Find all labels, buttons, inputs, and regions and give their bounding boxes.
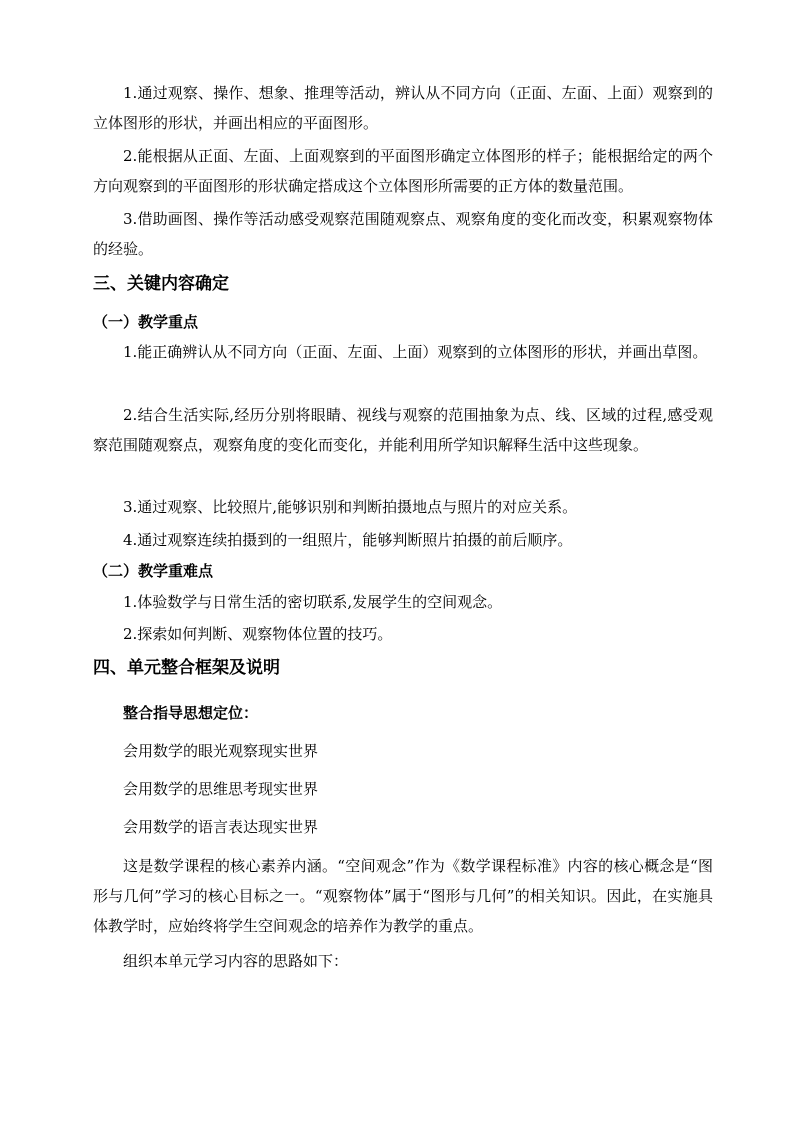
section-4-heading: 四、单元整合框架及说明 [93,658,280,678]
core-literacy-paragraph: 这是数学课程的核心素养内涵。“空间观念”作为《数学课程标准》内容的核心概念是“图形与几何”学习的核心目标之一。“观察物体”属于“图形与几何”的相关知识。因此，在实施具体教学时，应始终将学生空间观念的培养作为教学的重点。 [93,857,713,935]
unit-organization-paragraph: 组织本单元学习内容的思路如下： [123,952,349,970]
guiding-thought-heading: 整合指导思想定位： [123,704,259,722]
key-point-1: 1.能正确辨认从不同方向（正面、左面、上面）观察到的立体图形的形状，并画出草图。 [123,343,708,361]
goal-item-3: 3.借助画图、操作等活动感受观察范围随观察点、观察角度的变化而改变，积累观察物体的经验。 [93,210,713,258]
difficult-points-heading: （二）教学重难点 [93,562,214,580]
guiding-line-3: 会用数学的语言表达现实世界 [123,818,319,836]
guiding-line-1: 会用数学的眼光观察现实世界 [123,742,319,760]
guiding-line-2: 会用数学的思维思考现实世界 [123,780,319,798]
goal-item-1: 1.通过观察、操作、想象、推理等活动，辨认从不同方向（正面、左面、上面）观察到的立体图形的形状，并画出相应的平面图形。 [93,84,713,132]
key-point-3: 3.通过观察、比较照片,能够识别和判断拍摄地点与照片的对应关系。 [123,498,578,516]
section-3-heading: 三、关键内容确定 [93,274,229,294]
difficult-point-1: 1.体验数学与日常生活的密切联系,发展学生的空间观念。 [123,593,503,611]
goal-item-2: 2.能根据从正面、左面、上面观察到的平面图形确定立体图形的样子；能根据给定的两个方向观察到的平面图形的形状确定搭成这个立体图形所需要的正方体的数量范围。 [93,147,713,195]
key-point-4: 4.通过观察连续拍摄到的一组照片，能够判断照片拍摄的前后顺序。 [123,531,573,549]
difficult-point-2: 2.探索如何判断、观察物体位置的技巧。 [123,625,393,643]
key-points-heading: （一）教学重点 [93,313,199,331]
key-point-2: 2.结合生活实际,经历分别将眼睛、视线与观察的范围抽象为点、线、区域的过程,感受观察范围随观察点，观察角度的变化而变化，并能利用所学知识解释生活中这些现象。 [93,406,713,454]
